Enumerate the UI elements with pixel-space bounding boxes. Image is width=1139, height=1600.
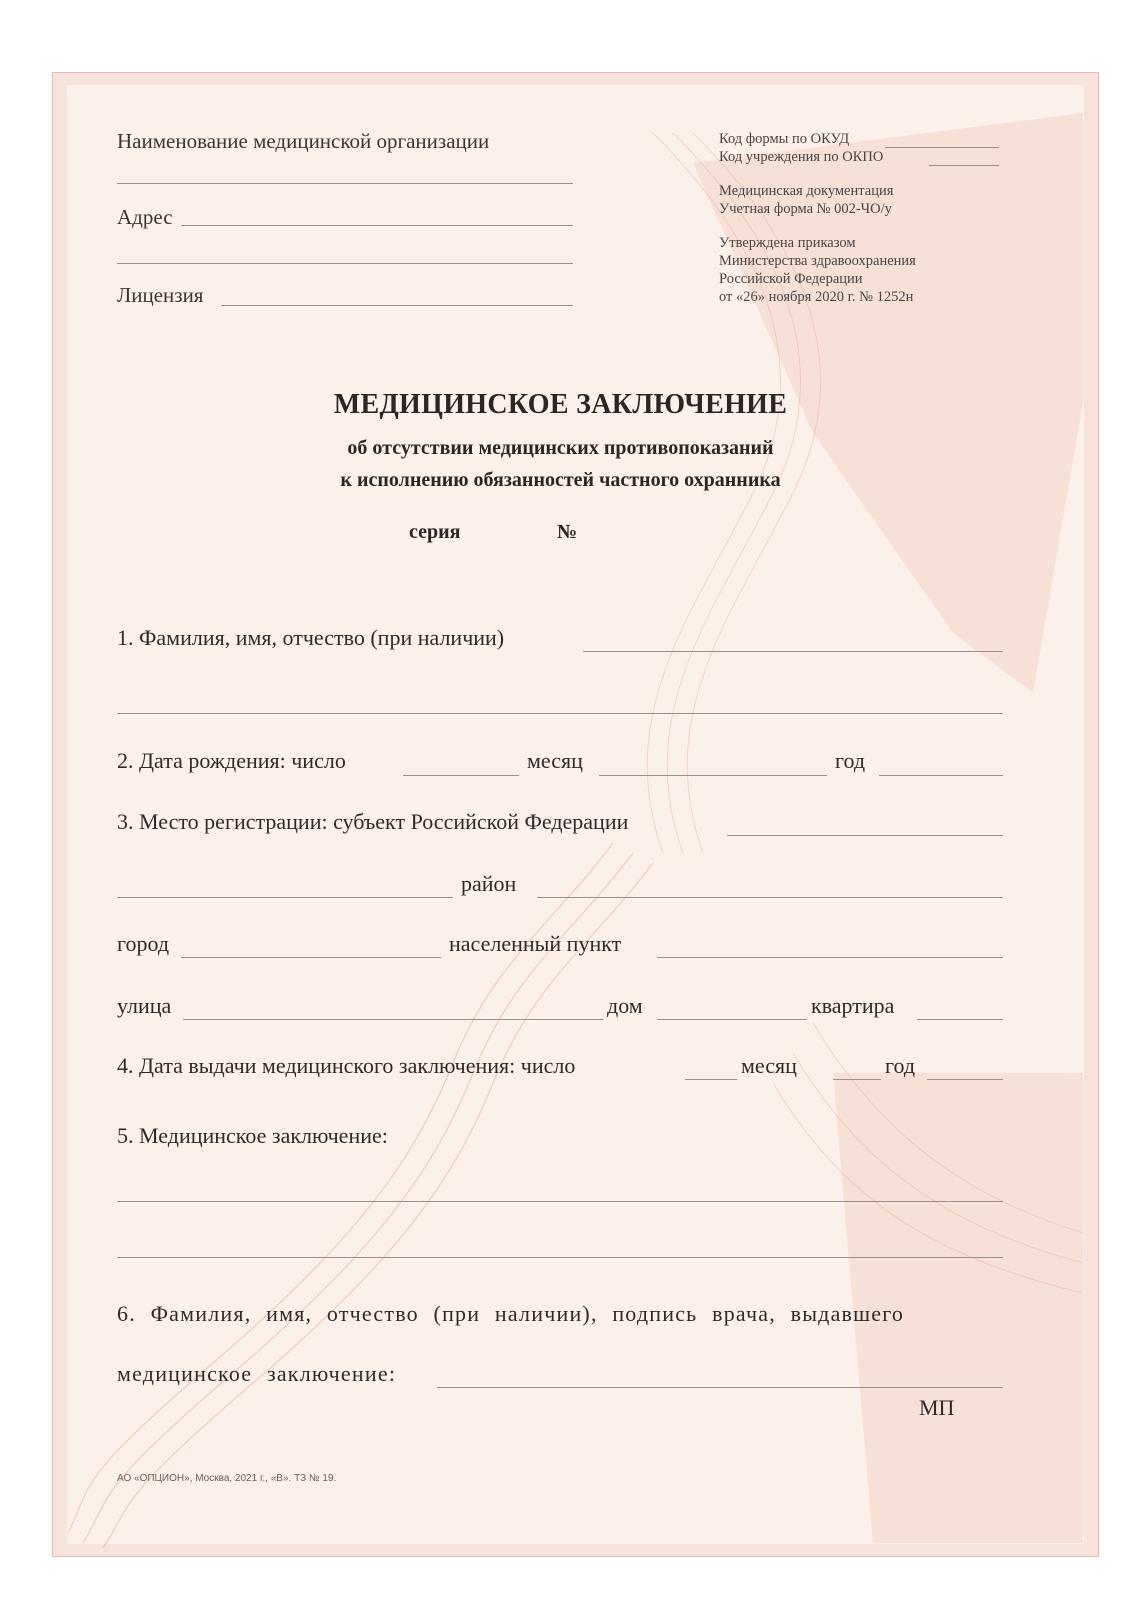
order-text: от «26» ноября 2020 г. № 1252н xyxy=(719,289,914,305)
issue-year-label: год xyxy=(885,1053,916,1078)
document-title: МЕДИЦИНСКОЕ ЗАКЛЮЧЕНИЕ xyxy=(333,389,788,420)
org-name-label: Наименование медицинской организации xyxy=(117,129,490,153)
form-sheet xyxy=(52,72,1099,1557)
ministry-text: Министерства здравоохранения xyxy=(719,253,916,269)
address-label: Адрес xyxy=(117,205,173,229)
house-label: дом xyxy=(607,993,643,1018)
full-name-line-1 xyxy=(583,651,1003,652)
issue-year-line xyxy=(927,1079,1003,1080)
issue-month-label: месяц xyxy=(741,1053,797,1078)
birth-date-label: 2. Дата рождения: число xyxy=(117,748,346,773)
stamp-place: МП xyxy=(919,1395,955,1420)
city-line xyxy=(181,957,441,958)
printer-imprint: АО «ОПЦИОН», Москва, 2021 г., «В». ТЗ № 19. xyxy=(117,1473,337,1484)
issue-date-label: 4. Дата выдачи медицинского заключения: число xyxy=(117,1053,576,1078)
birth-month-label: месяц xyxy=(527,748,583,773)
doctor-label: 6. Фамилия, имя, отчество (при наличии), подпись врача, выдавшего xyxy=(117,1301,905,1326)
street-label: улица xyxy=(117,993,172,1018)
birth-day-line xyxy=(403,775,519,776)
house-line xyxy=(657,1019,807,1020)
subtitle-line-2: к исполнению обязанностей частного охранника xyxy=(340,469,781,491)
district-line-pre xyxy=(117,897,453,898)
birth-year-label: год xyxy=(835,748,866,773)
doc-type: Медицинская документация xyxy=(719,183,894,199)
series-label: серия xyxy=(409,521,461,543)
doctor-label-cont: медицинское заключение: xyxy=(117,1361,397,1386)
address-line-2 xyxy=(117,263,573,264)
apartment-line xyxy=(917,1019,1003,1020)
issue-day-line xyxy=(685,1079,737,1080)
number-label: № xyxy=(557,521,578,543)
settlement-label: населенный пункт xyxy=(449,931,622,956)
full-name-line-2 xyxy=(117,713,1003,714)
birth-year-line xyxy=(879,775,1003,776)
apartment-label: квартира xyxy=(811,993,895,1018)
okpo-label: Код учреждения по ОКПО xyxy=(719,149,884,165)
okud-label: Код формы по ОКУД xyxy=(719,131,850,147)
okud-line xyxy=(885,147,999,148)
conclusion-label: 5. Медицинское заключение: xyxy=(117,1123,388,1148)
district-label: район xyxy=(461,871,517,896)
approved-text: Утверждена приказом xyxy=(719,235,856,251)
subtitle-line-1: об отсутствии медицинских противопоказаний xyxy=(347,437,774,459)
doctor-signature-line xyxy=(437,1387,1003,1388)
federation-text: Российской Федерации xyxy=(719,271,863,287)
license-line xyxy=(221,305,573,306)
org-name-line xyxy=(117,183,573,184)
conclusion-line-2 xyxy=(117,1257,1003,1258)
settlement-line xyxy=(657,957,1003,958)
registration-label: 3. Место регистрации: субъект Российской Федерации xyxy=(117,809,629,834)
city-label: город xyxy=(117,931,170,956)
conclusion-line-1 xyxy=(117,1201,1003,1202)
license-label: Лицензия xyxy=(117,283,204,307)
okpo-line xyxy=(929,165,999,166)
field-full-name-label: 1. Фамилия, имя, отчество (при наличии) xyxy=(117,625,505,650)
district-line xyxy=(537,897,1003,898)
form-number: Учетная форма № 002-ЧО/у xyxy=(719,201,892,217)
issue-month-line xyxy=(833,1079,881,1080)
street-line xyxy=(183,1019,603,1020)
birth-month-line xyxy=(599,775,827,776)
region-line xyxy=(727,835,1003,836)
address-line-1 xyxy=(181,225,573,226)
